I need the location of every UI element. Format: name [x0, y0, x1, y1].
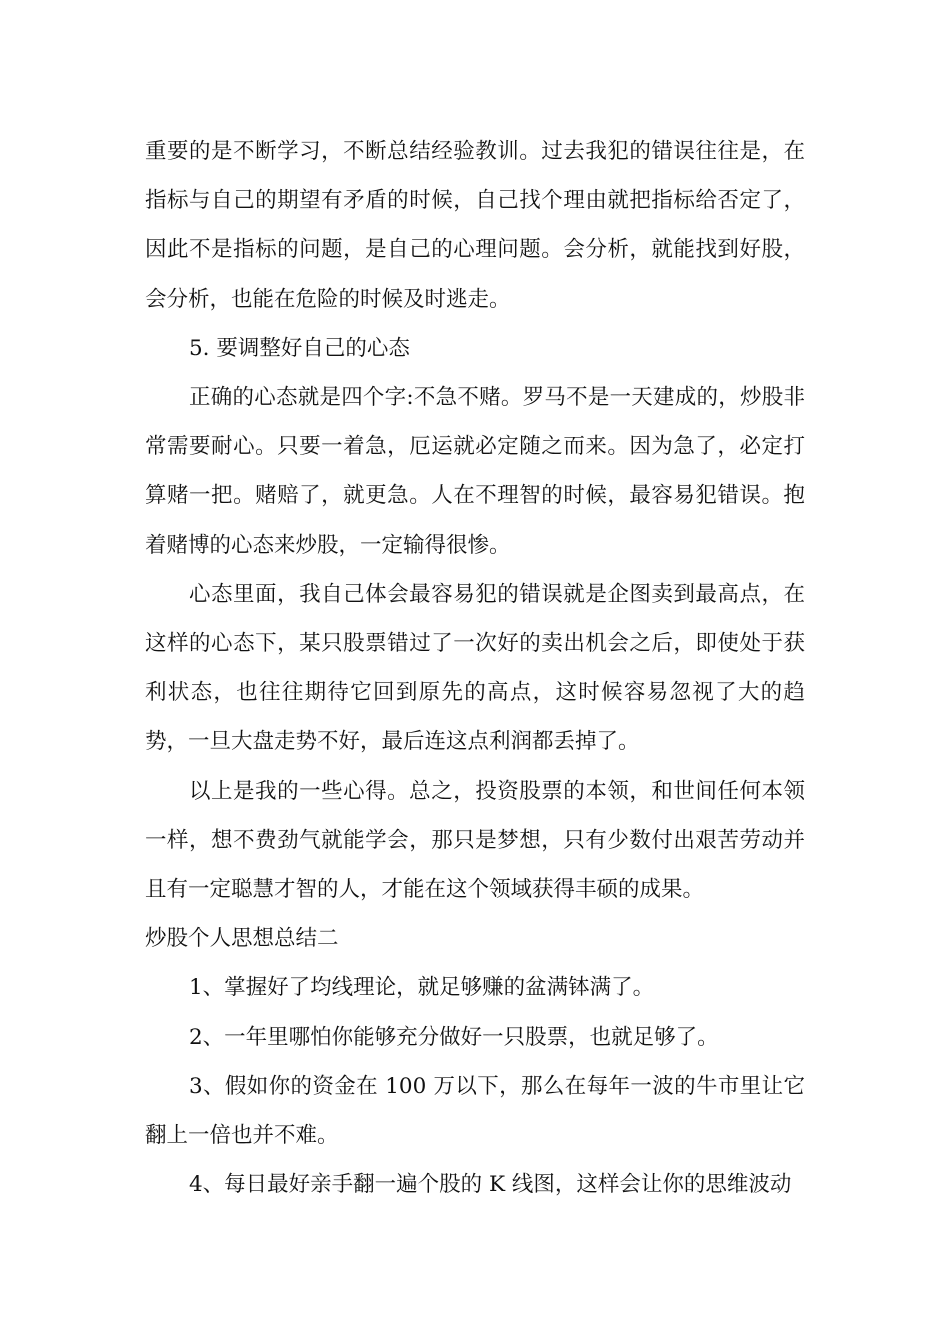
paragraph: 以上是我的一些心得。总之，投资股票的本领，和世间任何本领一样，想不费劲气就能学会，那只是梦想，只有少数付出艰苦劳动并且有一定聪慧才智的人，才能在这个领域获得丰硕的成果。: [145, 778, 805, 903]
list-item: 3、假如你的资金在 100 万以下，那么在每年一波的牛市里让它翻上一倍也并不难。: [145, 1073, 805, 1149]
paragraph-continued: 重要的是不断学习，不断总结经验教训。过去我犯的错误往往是，在指标与自己的期望有矛盾的时候，自己找个理由就把指标给否定了，因此不是指标的问题，是自己的心理问题。会分析，就能找到好股，会分析，也能在危险的时候及时逃走。: [145, 139, 805, 312]
paragraph: 正确的心态就是四个字:不急不赌。罗马不是一天建成的，炒股非常需要耐心。只要一着急，厄运就必定随之而来。因为急了，必定打算赌一把。赌赔了，就更急。人在不理智的时候，最容易犯错误。抱着赌博的心态来炒股，一定输得很惨。: [145, 385, 805, 558]
list-item: 4、每日最好亲手翻一遍个股的 K 线图，这样会让你的思维波动: [189, 1172, 792, 1198]
document-body: [145, 127, 805, 1209]
section-title: 炒股个人思想总结二: [145, 926, 339, 952]
list-item: 2、一年里哪怕你能够充分做好一只股票，也就足够了。: [189, 1024, 719, 1050]
section-heading-5: 5. 要调整好自己的心态: [189, 335, 410, 361]
paragraph: 心态里面，我自己体会最容易犯的错误就是企图卖到最高点，在这样的心态下，某只股票错过了一次好的卖出机会之后，即使处于获利状态，也往往期待它回到原先的高点，这时候容易忽视了大的趋势，一旦大盘走势不好，最后连这点利润都丢掉了。: [145, 581, 805, 755]
list-item: 1、掌握好了均线理论，就足够赚的盆满钵满了。: [189, 975, 655, 1001]
